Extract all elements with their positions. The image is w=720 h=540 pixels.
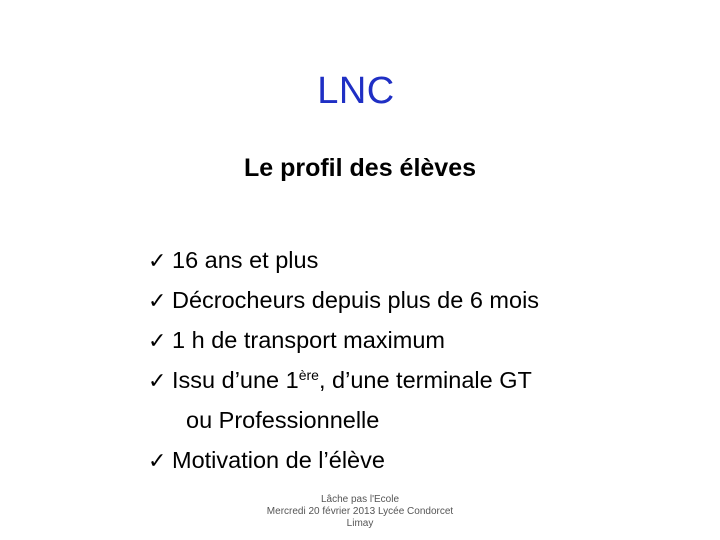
list-item: [148, 242, 688, 282]
list-item: [148, 282, 688, 322]
bullet-superscript: ère: [298, 367, 319, 383]
check-mark-icon: ✓: [148, 289, 167, 314]
footer-line: Limay: [346, 518, 374, 529]
slide-title: LNC: [317, 70, 395, 112]
footer-line: Mercredi 20 février 2013 Lycée Condorcet: [266, 506, 454, 517]
bullet-text: Issu d’une 1: [172, 367, 299, 393]
list-item: [148, 362, 688, 402]
slide-footer: [0, 494, 720, 530]
check-mark-icon: ✓: [148, 329, 167, 354]
list-item-continuation: [148, 402, 688, 442]
bullet-text: , d’une terminale GT: [318, 367, 532, 393]
slide-subtitle: Le profil des élèves: [243, 154, 477, 182]
bullet-list: [148, 242, 688, 482]
check-mark-icon: ✓: [148, 449, 167, 474]
list-item: [148, 322, 688, 362]
list-item: [148, 442, 688, 482]
bullet-text: 16 ans et plus: [172, 247, 319, 273]
bullet-text: Décrocheurs depuis plus de 6 mois: [172, 287, 540, 313]
bullet-text: Motivation de l’élève: [172, 447, 385, 473]
check-mark-icon: ✓: [148, 369, 167, 394]
bullet-text: 1 h de transport maximum: [172, 327, 445, 353]
bullet-text: ou Professionnelle: [186, 407, 380, 433]
check-mark-icon: ✓: [148, 249, 167, 274]
footer-line: Lâche pas l'Ecole: [320, 494, 400, 505]
